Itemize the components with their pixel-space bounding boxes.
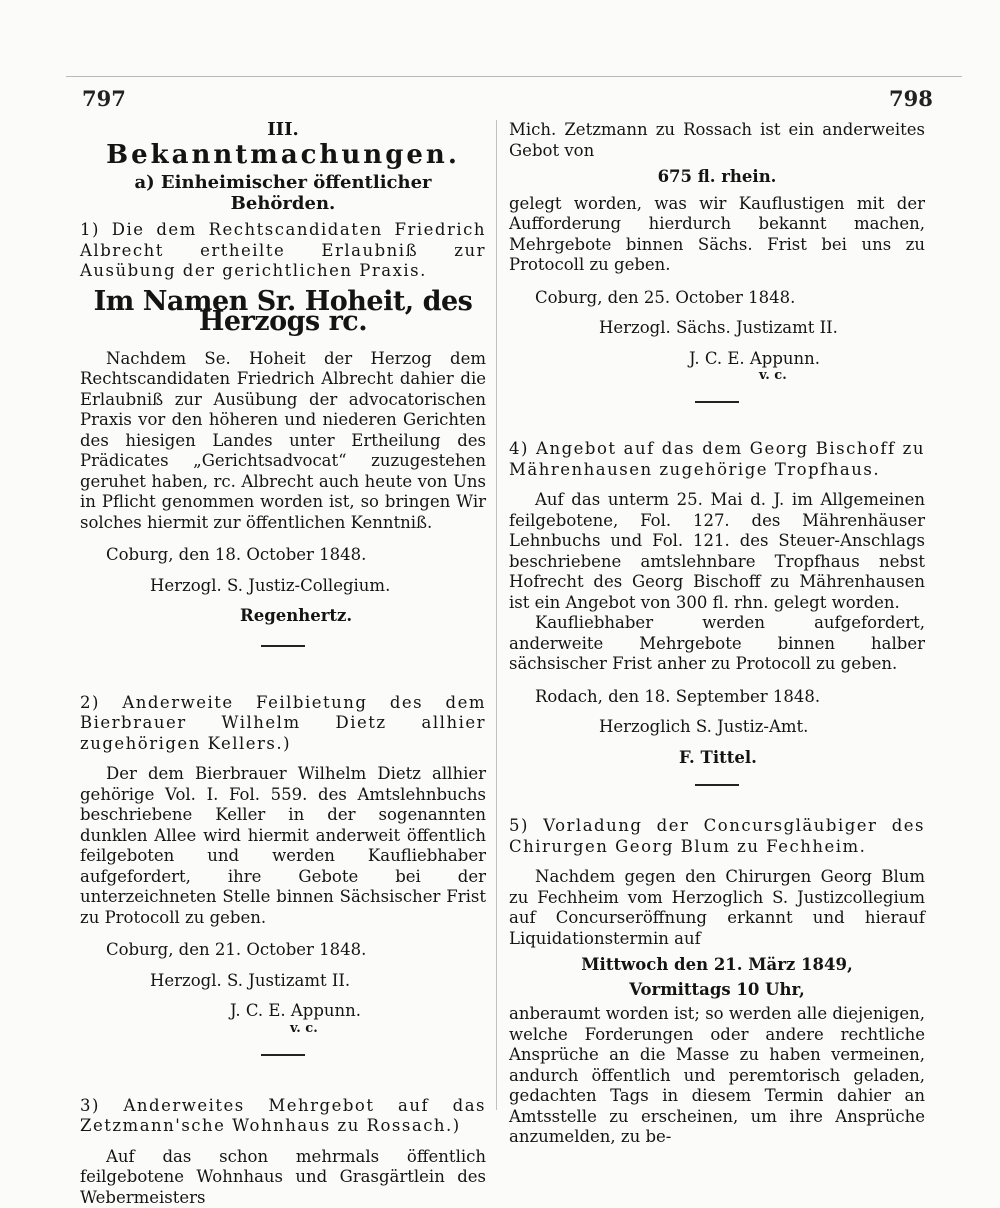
page-number-left: 797 <box>82 86 126 111</box>
item2-signature: J. C. E. Appunn. <box>80 1001 486 1022</box>
item2-title: 2) Anderweite Feilbietung des dem Bierbrauer Wilhelm Dietz allhier zugehörigen Kellers.) <box>80 693 486 755</box>
top-rule <box>66 76 962 77</box>
item4-place-date: Rodach, den 18. September 1848. <box>509 687 925 708</box>
item4-body2: Kaufliebhaber werden aufgefordert, anderweite Mehrgebote binnen halber sächsischer Frist anher zu Protocoll zu geben. <box>509 613 925 675</box>
item4-body1: Auf das unterm 25. Mai d. J. im Allgemeinen feilgebotene, Fol. 127. des Mährenhäuser Lehnbuchs und Fol. 121. des Steuer-Anschlags beschriebene amtslehnbare Tropfhaus nebst Hofrecht des Georg Bischoff zu Mährenhausen ist ein Angebot von 300 fl. rhn. gelegt worden. <box>509 490 925 613</box>
item3-body-cont: Mich. Zetzmann zu Rossach ist ein anderweites Gebot von <box>509 120 925 161</box>
item2-office: Herzogl. S. Justizamt II. <box>80 971 486 992</box>
item3-price: 675 fl. rhein. <box>509 167 925 188</box>
separator-rule <box>695 784 739 786</box>
section-title: Bekanntmachungen. <box>80 145 486 166</box>
section-number: III. <box>80 120 486 141</box>
item1-title: 1) Die dem Rechtscandidaten Friedrich Albrecht ertheilte Erlaubniß zur Ausübung der gerichtlichen Praxis. <box>80 220 486 282</box>
item5-termin-date: Mittwoch den 21. März 1849, <box>509 955 925 976</box>
item4-title: 4) Angebot auf das dem Georg Bischoff zu Mährenhausen zugehörige Tropfhaus. <box>509 439 925 480</box>
column-divider <box>496 120 497 1110</box>
separator-rule <box>695 401 739 403</box>
item5-termin-time: Vormittags 10 Uhr, <box>509 980 925 1001</box>
left-column <box>80 120 486 1208</box>
page-number-right: 798 <box>889 86 933 111</box>
item3-office: Herzogl. Sächs. Justizamt II. <box>509 318 925 339</box>
item4-office: Herzoglich S. Justiz-Amt. <box>509 717 925 738</box>
item3-place-date: Coburg, den 25. October 1848. <box>509 288 925 309</box>
item1-body: Nachdem Se. Hoheit der Herzog dem Rechtscandidaten Friedrich Albrecht dahier die Erlaubniß zur Ausübung der advocatorischen Praxis vor den höheren und niederen Gerichten des hiesigen Landes unter Ertheilung des Prädicates „Gerichtsadvocat“ zuzugestehen geruhet haben, rc. Albrecht auch heute von Uns in Pflicht genommen worden ist, so bringen Wir solches hiermit zur öffentlichen Kenntniß. <box>80 349 486 534</box>
item2-body: Der dem Bierbrauer Wilhelm Dietz allhier gehörige Vol. I. Fol. 559. des Amtslehnbuchs beschriebene Keller in der sogenannten dunklen Allee wird hiermit anderweit öffentlich feilgeboten und werden Kaufliebhaber aufgefordert, ihre Gebote bei der unterzeichneten Stelle binnen Sächsischer Frist zu Protocoll zu geben. <box>80 764 486 928</box>
item3-body-end: gelegt worden, was wir Kauflustigen mit der Aufforderung hierdurch bekannt machen, Mehrgebote binnen Sächs. Frist bei uns zu Protocoll zu geben. <box>509 194 925 276</box>
subsection-title: a) Einheimischer öffentlicher Behörden. <box>80 173 486 214</box>
item1-place-date: Coburg, den 18. October 1848. <box>80 545 486 566</box>
item5-body1: Nachdem gegen den Chirurgen Georg Blum zu Fechheim vom Herzoglich S. Justizcollegium auf Concurseröffnung erkannt und hierauf Liquidationstermin auf <box>509 867 925 949</box>
item1-heading: Im Namen Sr. Hoheit, des Herzogs rc. <box>80 292 486 333</box>
item1-office: Herzogl. S. Justiz-Collegium. <box>80 576 486 597</box>
item2-vc: v. c. <box>80 1022 486 1036</box>
item1-signature: Regenhertz. <box>80 606 486 627</box>
item3-signature: J. C. E. Appunn. <box>509 349 925 370</box>
item3-vc: v. c. <box>509 369 925 383</box>
separator-rule <box>261 645 305 647</box>
right-column <box>509 120 925 1148</box>
item5-body2: anberaumt worden ist; so werden alle diejenigen, welche Forderungen oder andere rechtliche Ansprüche an die Masse zu haben vermeinen, andurch öffentlich und peremtorisch geladen, gedachten Tags in diesem Termin dahier an Amtsstelle zu erscheinen, um ihre Ansprüche anzumelden, zu be- <box>509 1004 925 1148</box>
item4-signature: F. Tittel. <box>509 748 925 769</box>
item3-title: 3) Anderweites Mehrgebot auf das Zetzmann'sche Wohnhaus zu Rossach.) <box>80 1096 486 1137</box>
separator-rule <box>261 1054 305 1056</box>
item2-place-date: Coburg, den 21. October 1848. <box>80 940 486 961</box>
item3-body-start: Auf das schon mehrmals öffentlich feilgebotene Wohnhaus und Grasgärtlein des Webermeisters <box>80 1147 486 1208</box>
item5-title: 5) Vorladung der Concursgläubiger des Chirurgen Georg Blum zu Fechheim. <box>509 816 925 857</box>
